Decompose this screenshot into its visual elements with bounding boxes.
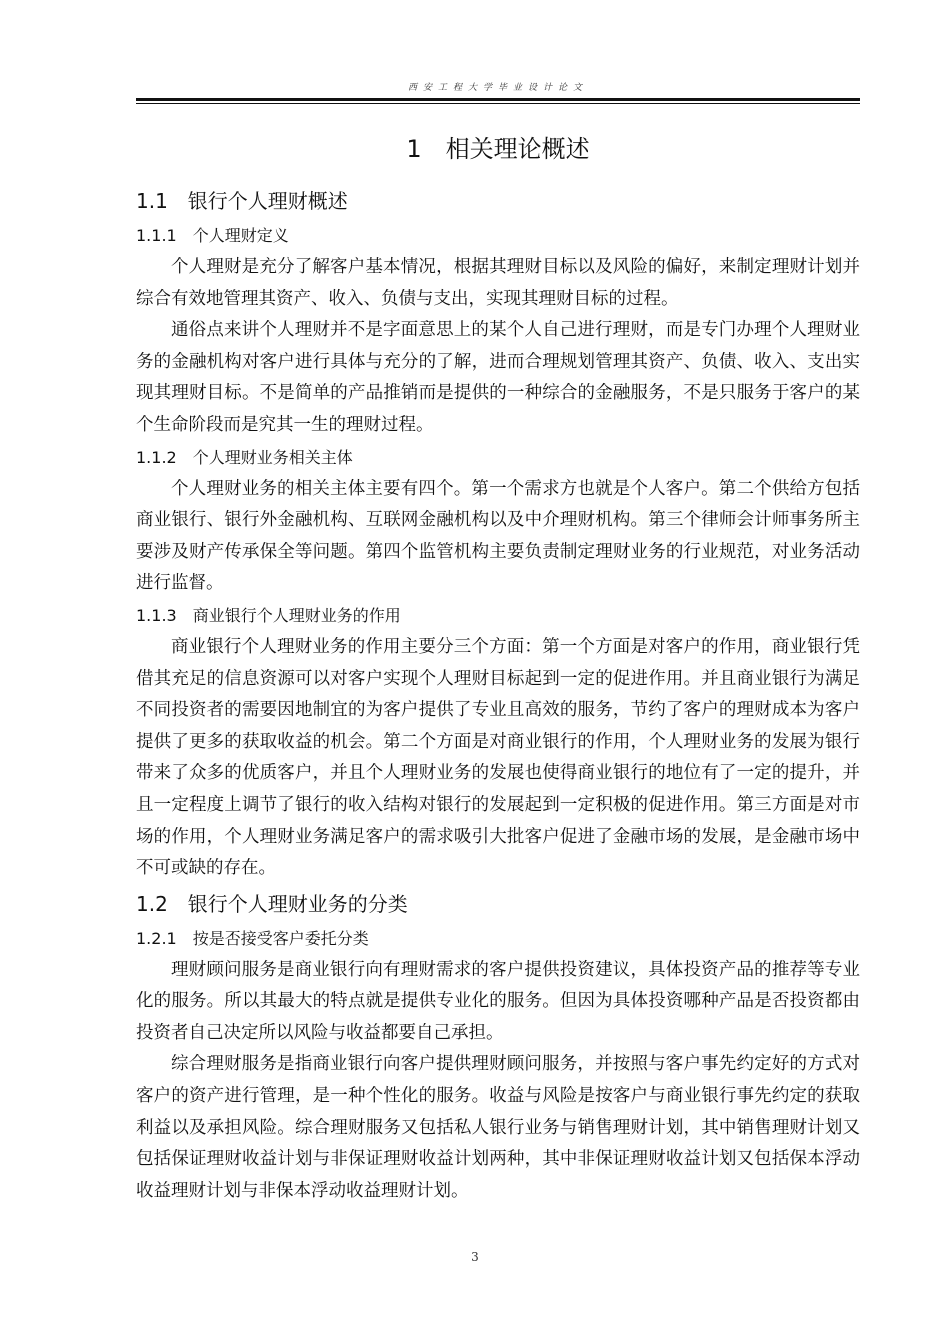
- paragraph: 个人理财是充分了解客户基本情况，根据其理财目标以及风险的偏好，来制定理财计划并综合有效地管理其资产、收入、负债与支出，实现其理财目标的过程。: [136, 257, 860, 309]
- page-number: 3: [471, 1250, 479, 1264]
- header-text: 西安工程大学毕业设计论文: [407, 83, 588, 93]
- section-heading-1-1-2: 1.1.2 个人理财业务相关主体: [136, 447, 353, 467]
- paragraph: 通俗点来讲个人理财并不是字面意思上的某个人自己进行理财，而是专门办理个人理财业务的金融机构对客户进行具体与充分的了解，进而合理规划管理其资产、负债、收入、支出实现其理财目标。不是简单的产品推销而是提供的一种综合的金融服务，不是只服务于客户的某个生命阶段而是究其一生的理财过程。: [136, 320, 860, 435]
- section-heading-1-2: 1.2 银行个人理财业务的分类: [136, 891, 408, 916]
- document-body: [136, 124, 860, 1207]
- paragraph: 个人理财业务的相关主体主要有四个。第一个需求方也就是个人客户。第二个供给方包括商业银行、银行外金融机构、互联网金融机构以及中介理财机构。第三个律师会计师事务所主要涉及财产传承保全等问题。第四个监管机构主要负责制定理财业务的行业规范，对业务活动进行监督。: [136, 478, 860, 594]
- section-heading-1-1-3: 1.1.3 商业银行个人理财业务的作用: [136, 605, 401, 625]
- paragraph: 商业银行个人理财业务的作用主要分三个方面：第一个方面是对客户的作用，商业银行凭借其充足的信息资源可以对客户实现个人理财目标起到一定的促进作用。并且商业银行为满足不同投资者的需要因地制宜的为客户提供了专业且高效的服务，节约了客户的理财成本为客户提供了更多的获取收益的机会。第二个方面是对商业银行的作用，个人理财业务的发展为银行带来了众多的优质客户，并且个人理财业务的发展也使得商业银行的地位有了一定的提升，并且一定程度上调节了银行的收入结构对银行的发展起到一定积极的促进作用。第三方面是对市场的作用，个人理财业务满足客户的需求吸引大批客户促进了金融市场的发展，是金融市场中不可或缺的存在。: [136, 636, 860, 879]
- section-heading-1-1-1: 1.1.1 个人理财定义: [136, 226, 289, 245]
- paragraph: 综合理财服务是指商业银行向客户提供理财顾问服务，并按照与客户事先约定好的方式对客户的资产进行管理，是一种个性化的服务。收益与风险是按客户与商业银行事先约定的获取利益以及承担风险。综合理财服务又包括私人银行业务与销售理财计划，其中销售理财计划又包括保证理财收益计划与非保证理财收益计划两种，其中非保证理财收益计划又包括保本浮动收益理财计划与非保本浮动收益理财计划。: [136, 1054, 860, 1201]
- page-header: [136, 76, 860, 106]
- chapter-title: 1 相关理论概述: [406, 135, 590, 163]
- header-rule-thin: [136, 103, 860, 104]
- paragraph: 理财顾问服务是商业银行向有理财需求的客户提供投资建议，具体投资产品的推荐等专业化的服务。所以其最大的特点就是提供专业化的服务。但因为具体投资哪种产品是否投资都由投资者自己决定所以风险与收益都要自己承担。: [136, 959, 860, 1043]
- section-heading-1-2-1: 1.2.1 按是否接受客户委托分类: [136, 928, 369, 948]
- header-rule-thick: [136, 98, 860, 101]
- section-heading-1-1: 1.1 银行个人理财概述: [136, 189, 348, 213]
